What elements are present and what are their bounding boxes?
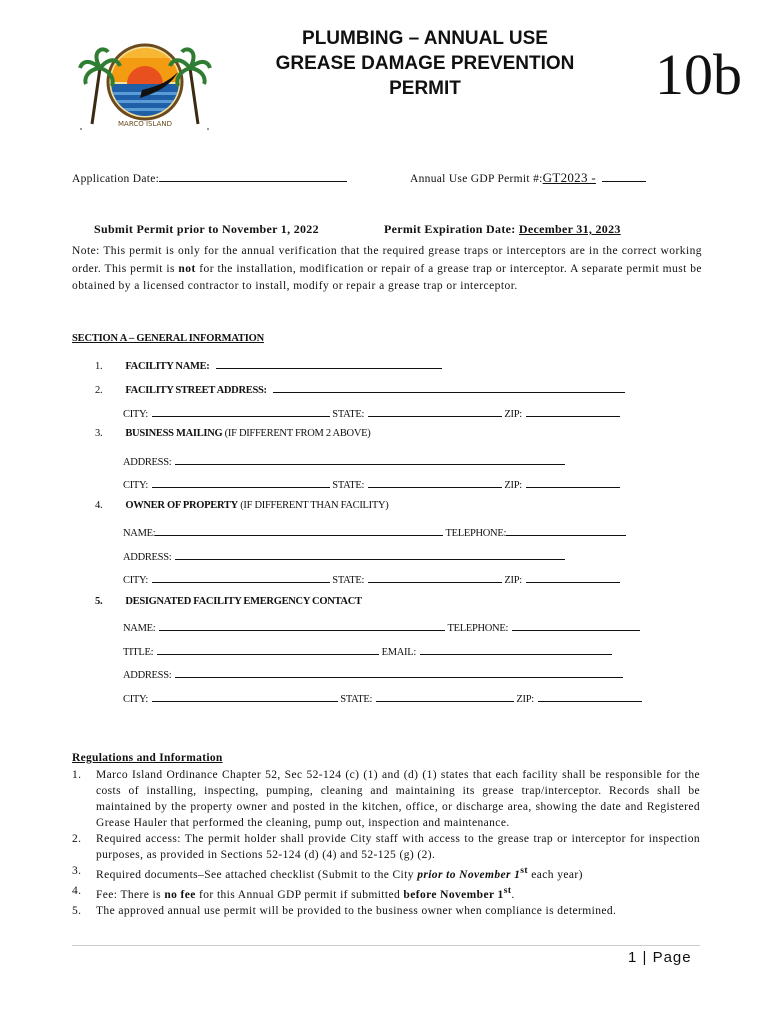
contact-city-row <box>123 690 642 705</box>
form-title <box>250 26 600 101</box>
application-date-blank[interactable] <box>159 170 347 182</box>
city-seal-logo <box>78 28 212 132</box>
city-label: CITY: <box>123 480 148 491</box>
item-number: 3. <box>72 865 82 877</box>
telephone-label: TELEPHONE: <box>447 623 509 634</box>
state-blank[interactable] <box>368 476 502 488</box>
zip-label: ZIP: <box>504 480 522 491</box>
owner-city-row <box>123 571 620 586</box>
page-number: 1 | Page <box>628 949 692 966</box>
email-label: EMAIL: <box>381 647 416 658</box>
contact-title-row <box>123 643 612 658</box>
regulation-emphasis: prior to November 1 <box>417 868 521 881</box>
state-blank[interactable] <box>376 690 514 702</box>
email-blank[interactable] <box>420 643 612 655</box>
city-blank[interactable] <box>152 690 338 702</box>
state-label: STATE: <box>332 575 365 586</box>
footer-divider <box>72 945 700 946</box>
svg-text:MARCO ISLAND: MARCO ISLAND <box>118 120 172 128</box>
business-address-row <box>123 453 565 468</box>
address-label: ADDRESS: <box>123 670 172 681</box>
city-blank[interactable] <box>152 571 330 583</box>
seal-dot-right <box>207 128 209 130</box>
zip-blank[interactable] <box>526 476 620 488</box>
zip-blank[interactable] <box>538 690 642 702</box>
regulation-text: The approved annual use permit will be provided to the business owner when compliance is determined. <box>96 904 617 917</box>
emergency-contact-field <box>95 596 362 607</box>
city-label: CITY: <box>123 409 148 420</box>
item-number: 3. <box>95 428 103 439</box>
name-label: NAME: <box>123 623 156 634</box>
state-label: STATE: <box>340 694 373 705</box>
item-number: 5. <box>72 904 82 917</box>
emergency-contact-label: DESIGNATED FACILITY EMERGENCY CONTACT <box>125 596 362 607</box>
address-label: ADDRESS: <box>123 552 172 563</box>
regulation-item <box>72 831 700 863</box>
section-a-title: SECTION A – GENERAL INFORMATION <box>72 333 264 344</box>
palm-sunset-seal-icon <box>78 28 212 132</box>
title-line-3: PERMIT <box>389 78 461 99</box>
regulation-emphasis: no fee <box>164 888 196 901</box>
item-number: 2. <box>95 385 103 396</box>
permit-number-field <box>410 170 646 186</box>
business-mailing-label: BUSINESS MAILING <box>125 428 223 439</box>
name-label: NAME: <box>123 528 156 539</box>
item-number: 1. <box>95 361 103 372</box>
regulation-item <box>72 883 700 903</box>
telephone-blank[interactable] <box>512 619 640 631</box>
title-line-1: PLUMBING – ANNUAL USE <box>302 28 548 49</box>
city-blank[interactable] <box>152 476 330 488</box>
address-label: ADDRESS: <box>123 457 172 468</box>
regulation-item <box>72 767 700 831</box>
permit-number-value: GT2023 - <box>542 170 596 185</box>
submit-deadline: Submit Permit prior to November 1, 2022 <box>94 222 319 236</box>
zip-blank[interactable] <box>526 571 620 583</box>
regulation-text: Required access: The permit holder shall provide City staff with access to the grease trap or interceptor for inspection purposes, as provided in Sections 52-124 (d) (4) and 52-125 (g) (2). <box>96 833 700 861</box>
regulation-text: for this Annual GDP permit if submitted <box>195 888 404 901</box>
state-label: STATE: <box>332 409 365 420</box>
application-date-field <box>72 170 347 185</box>
zip-blank[interactable] <box>526 405 620 417</box>
item-number: 2. <box>72 833 82 845</box>
regulation-emphasis: before November 1 <box>403 888 504 901</box>
state-blank[interactable] <box>368 405 502 417</box>
facility-name-blank[interactable] <box>216 357 442 369</box>
regulation-text: each year) <box>528 868 583 881</box>
state-blank[interactable] <box>368 571 502 583</box>
title-label: TITLE: <box>123 647 154 658</box>
city-label: CITY: <box>123 575 148 586</box>
city-blank[interactable] <box>152 405 330 417</box>
facility-name-label: FACILITY NAME: <box>125 361 210 372</box>
note-text-a: This permit is only for the annual verification that the required grease traps or interceptors are in the correct working order. This permit is <box>72 245 702 275</box>
permit-note <box>72 243 702 296</box>
seal-dot-left <box>80 128 82 130</box>
owner-note: (IF DIFFERENT THAN FACILITY) <box>237 500 389 511</box>
regulation-text: Fee: There is <box>96 888 165 901</box>
name-blank[interactable] <box>155 524 443 536</box>
item-number: 4. <box>72 884 82 897</box>
regulation-text: . <box>511 888 515 901</box>
business-mailing-field <box>95 428 370 439</box>
ordinal-suffix: st <box>520 865 529 876</box>
owner-field <box>95 500 388 511</box>
contact-name-row <box>123 619 640 634</box>
owner-address-row <box>123 548 565 563</box>
note-text-b: for the installation, modification or repair of a grease trap or interceptor. A separate permit must be obtained by a licensed contractor to install, modify or repair a grease trap or interceptor. <box>72 262 702 292</box>
address-blank[interactable] <box>175 548 565 560</box>
facility-name-field <box>95 357 442 372</box>
contact-address-row <box>123 666 623 681</box>
state-label: STATE: <box>332 480 365 491</box>
regulation-text: Required documents–See attached checklist (Submit to the City <box>96 868 418 881</box>
ordinal-suffix: st <box>503 884 512 896</box>
title-blank[interactable] <box>157 643 379 655</box>
owner-label: OWNER OF PROPERTY <box>125 500 238 511</box>
business-mailing-note: (IF DIFFERENT FROM 2 ABOVE) <box>222 428 371 439</box>
city-label: CITY: <box>123 694 148 705</box>
address-blank[interactable] <box>175 666 623 678</box>
address-blank[interactable] <box>175 453 565 465</box>
facility-street-label: FACILITY STREET ADDRESS: <box>125 385 267 396</box>
application-date-label: Application Date: <box>72 173 160 185</box>
telephone-blank[interactable] <box>506 524 626 536</box>
permit-number-blank[interactable] <box>602 170 646 182</box>
facility-city-row <box>123 405 620 420</box>
regulation-text: Marco Island Ordinance Chapter 52, Sec 52-124 (c) (1) and (d) (1) states that each facility shall be responsible for the costs of installing, inspecting, pumping, cleaning and maintaining its grease trap/interceptor. Records shall be maintained by the property owner and posted in the kitchen, office, or discharge area, showing the date and Registered Grease Hauler that performed the cleaning, pump out, inspection and maintenance. <box>96 769 700 829</box>
item-number: 5. <box>95 596 103 607</box>
telephone-label: TELEPHONE: <box>445 528 507 539</box>
note-emphasis: not <box>178 262 196 275</box>
expiration-label: Permit Expiration Date: <box>384 222 516 236</box>
regulations-list <box>72 767 700 919</box>
note-prefix: Note: <box>72 245 100 257</box>
expiration-value: December 31, 2023 <box>518 222 621 236</box>
facility-street-blank[interactable] <box>273 381 625 393</box>
title-line-2: GREASE DAMAGE PREVENTION <box>275 53 575 74</box>
item-number: 1. <box>72 769 82 781</box>
permit-number-label: Annual Use GDP Permit #: <box>410 173 543 185</box>
facility-street-field <box>95 381 625 396</box>
zip-label: ZIP: <box>504 575 522 586</box>
regulation-item <box>72 863 700 883</box>
name-blank[interactable] <box>159 619 445 631</box>
permit-expiration <box>384 222 621 237</box>
zip-label: ZIP: <box>504 409 522 420</box>
business-city-row <box>123 476 620 491</box>
zip-label: ZIP: <box>516 694 534 705</box>
regulations-title: Regulations and Information <box>72 752 223 764</box>
item-number: 4. <box>95 500 103 511</box>
form-code: 10b <box>655 42 742 107</box>
regulation-item <box>72 903 700 919</box>
owner-name-row <box>123 524 626 539</box>
